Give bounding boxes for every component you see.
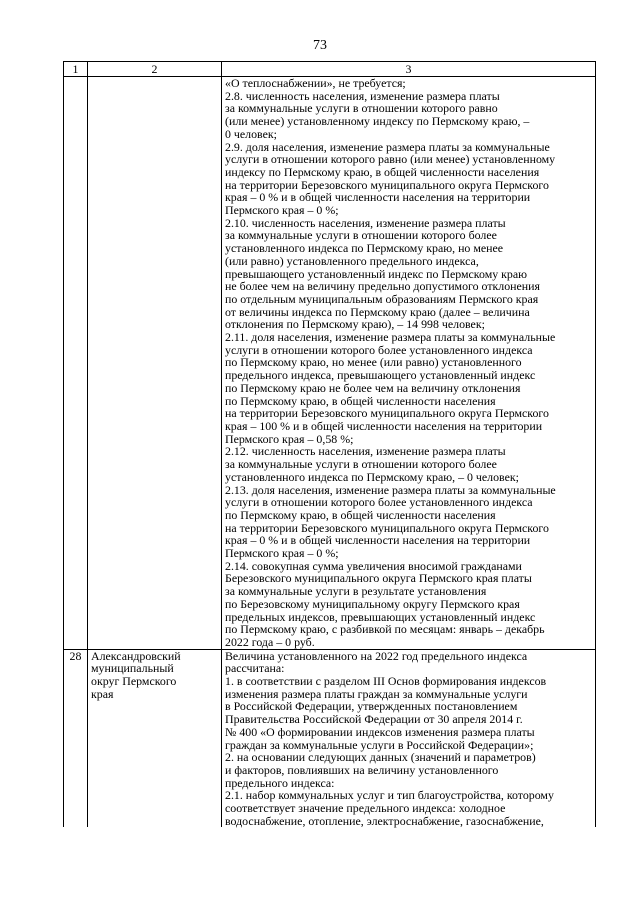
text-line: за коммунальные услуги в отношении которого равно (225, 101, 498, 116)
text-line: (или равно) установленного предельного индекса, (225, 253, 479, 268)
text-line: предельных индексов, превышающих установленный индекс (225, 609, 536, 624)
text-line: предельного индекса: (225, 775, 335, 790)
description-cell (222, 649, 596, 827)
table-header-row (64, 62, 596, 77)
text-line: 2.10. численность населения, изменение размера платы (225, 215, 506, 230)
text-line: 2022 года – 0 руб. (225, 634, 315, 649)
text-line: соответствует значение предельного индекса: холодное (225, 801, 506, 816)
text-line: на территории Березовского муниципального округа Пермского (225, 520, 549, 535)
header-col-2: 2 (88, 62, 222, 77)
text-line: в Российской Федерации, утвержденных постановлением (225, 699, 518, 714)
text-line: Пермского края – 0,58 %; (225, 431, 354, 446)
text-line: (или менее) установленному индексу по Пермскому краю, – (225, 114, 530, 129)
text-line: муниципальный (91, 661, 174, 676)
text-line: округ Пермского (91, 674, 177, 689)
text-line: 0 человек; (225, 126, 277, 141)
text-line: края – 100 % и в общей численности населения на территории (225, 418, 543, 433)
text-line: по Пермскому краю, в общей численности населения (225, 507, 496, 522)
table-row-28 (64, 649, 596, 827)
table-row-continued (64, 77, 596, 650)
text-line: рассчитана: (225, 661, 285, 676)
text-line: услуги в отношении которого более установленного индекса (225, 495, 533, 510)
text-line: 2.11. доля населения, изменение размера платы за коммунальные (225, 330, 556, 345)
text-line: 2.1. набор коммунальных услуг и тип благоустройства, которому (225, 788, 554, 803)
municipality-cell (88, 77, 222, 650)
row-number-cell: 28 (64, 649, 88, 827)
text-line: 2.13. доля населения, изменение размера платы за коммунальные (225, 482, 556, 497)
text-line: Пермского края – 0 %; (225, 546, 339, 561)
text-line: предельного индекса, превышающего установленный индекс (225, 368, 536, 383)
text-line: отклонения по Пермскому краю), – 14 998 человек; (225, 317, 485, 332)
text-line: Величина установленного на 2022 год предельного индекса (225, 648, 528, 663)
text-line: 2.12. численность населения, изменение размера платы (225, 444, 506, 459)
text-line: края – 0 % и в общей численности населения на территории (225, 533, 531, 548)
text-line: изменения размера платы граждан за коммунальные услуги (225, 686, 528, 701)
text-line: услуги в отношении которого равно (или менее) установленному (225, 152, 556, 167)
text-line: превышающего установленный индекс по Пермскому краю (225, 266, 528, 281)
text-line: от величины индекса по Пермскому краю (далее – величина (225, 304, 530, 319)
text-line: за коммунальные услуги в отношении которого более (225, 457, 497, 472)
text-line: «О теплоснабжении», не требуется; (225, 76, 406, 90)
text-line: 2.8. численность населения, изменение размера платы (225, 88, 500, 103)
text-line: на территории Березовского муниципального округа Пермского (225, 177, 549, 192)
text-line: 2.14. совокупная сумма увеличения вносимой гражданами (225, 558, 522, 573)
header-col-3: 3 (222, 62, 596, 77)
description-cell (222, 77, 596, 650)
text-line: 2. на основании следующих данных (значений и параметров) (225, 750, 536, 765)
text-line: услуги в отношении которого более установленного индекса (225, 342, 533, 357)
text-line: Березовского муниципального округа Пермского края платы (225, 571, 532, 586)
text-line: по отдельным муниципальным образованиям Пермского края (225, 291, 539, 306)
text-line: края (91, 686, 114, 701)
text-line: по Пермскому краю, с разбивкой по месяцам: январь – декабрь (225, 622, 545, 637)
row-number-cell (64, 77, 88, 650)
text-line: № 400 «О формировании индексов изменения размера платы (225, 724, 535, 739)
text-line: по Пермскому краю, в общей численности населения (225, 393, 496, 408)
text-line: 2.9. доля населения, изменение размера платы за коммунальные (225, 139, 550, 154)
text-line: по Березовскому муниципальному округу Пермского края (225, 596, 520, 611)
page-number: 73 (313, 38, 327, 53)
text-line: индексу по Пермскому краю, в общей численности населения (225, 164, 540, 179)
text-line: края – 0 % и в общей численности населения на территории (225, 190, 531, 205)
text-line: за коммунальные услуги в отношении которого более (225, 228, 497, 243)
text-line: и факторов, повлиявших на величину установленного (225, 762, 499, 777)
municipality-cell (88, 649, 222, 827)
text-line: по Пермскому краю не более чем на величину отклонения (225, 380, 521, 395)
text-line: установленного индекса по Пермскому краю, но менее (225, 241, 504, 256)
text-line: установленного индекса по Пермскому краю, – 0 человек; (225, 469, 519, 484)
text-line: не более чем на величину предельно допустимого отклонения (225, 279, 541, 294)
text-line: граждан за коммунальные услуги в Российской Федерации»; (225, 737, 534, 752)
text-line: на территории Березовского муниципального округа Пермского (225, 406, 549, 421)
text-line: Александровский (91, 648, 181, 663)
header-col-1: 1 (64, 62, 88, 77)
text-line: Правительства Российской Федерации от 30 апреля 2014 г. (225, 712, 523, 727)
document-table (63, 61, 596, 827)
text-line: по Пермскому краю, но менее (или равно) установленного (225, 355, 522, 370)
text-line: за коммунальные услуги в результате установления (225, 584, 487, 599)
text-line: 1. в соответствии с разделом III Основ формирования индексов (225, 674, 547, 689)
text-line: Пермского края – 0 %; (225, 203, 339, 218)
text-line: водоснабжение, отопление, электроснабжение, газоснабжение, (225, 813, 544, 828)
